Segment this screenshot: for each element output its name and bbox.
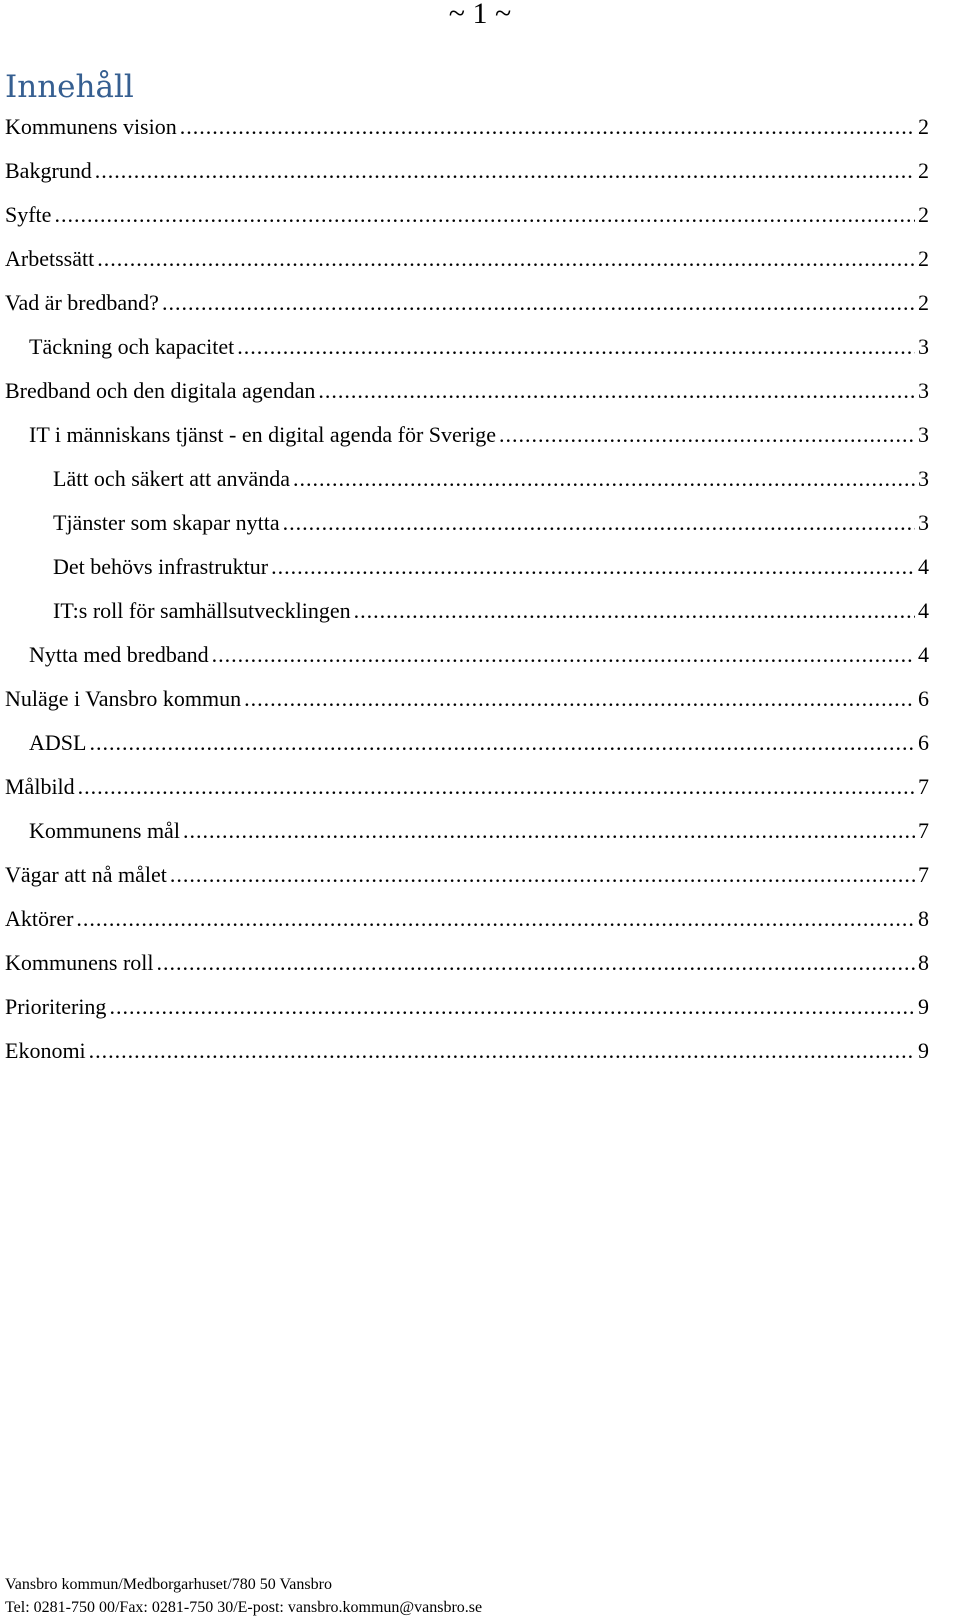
toc-entry-page-number: 4 (918, 554, 929, 579)
toc-dot-leader (499, 413, 915, 457)
toc-dot-leader (95, 149, 915, 193)
toc-dot-leader (354, 589, 915, 633)
footer-address: Vansbro kommun/Medborgarhuset/780 50 Vansbro (5, 1576, 332, 1593)
toc-entry[interactable] (0, 589, 960, 633)
toc-entry-label: ADSL (29, 730, 87, 755)
toc-entry[interactable] (0, 457, 960, 501)
toc-entry-label: Tjänster som skapar nytta (53, 510, 280, 535)
toc-dot-leader (109, 985, 915, 1029)
toc-entry-page-number: 8 (918, 950, 929, 975)
toc-entry-label: Aktörer (5, 906, 74, 931)
toc-dot-leader (97, 237, 915, 281)
toc-entry[interactable] (0, 897, 960, 941)
toc-entry-page-number: 7 (918, 862, 929, 887)
toc-entry-row[interactable] (5, 765, 929, 809)
toc-entry-page-number: 4 (918, 598, 929, 623)
toc-entry-label: Vägar att nå målet (5, 862, 167, 887)
toc-entry-row[interactable] (53, 501, 929, 545)
toc-entry-row[interactable] (5, 149, 929, 193)
toc-entry-label: Det behövs infrastruktur (53, 554, 269, 579)
toc-entry[interactable] (0, 1029, 960, 1073)
toc-dot-leader (244, 677, 915, 721)
toc-entry[interactable] (0, 193, 960, 237)
toc-entry-row[interactable] (5, 985, 929, 1029)
toc-entry-page-number: 6 (918, 686, 929, 711)
toc-entry[interactable] (0, 501, 960, 545)
toc-entry[interactable] (0, 721, 960, 765)
toc-entry[interactable] (0, 105, 960, 149)
toc-entry-page-number: 3 (918, 466, 929, 491)
toc-entry[interactable] (0, 853, 960, 897)
toc-entry-row[interactable] (29, 721, 929, 765)
toc-entry-page-number: 3 (918, 334, 929, 359)
toc-entry-label: Kommunens vision (5, 114, 177, 139)
toc-entry[interactable] (0, 677, 960, 721)
toc-dot-leader (318, 369, 915, 413)
toc-entry-label: Bredband och den digitala agendan (5, 378, 316, 403)
toc-entry-label: Ekonomi (5, 1038, 86, 1063)
toc-dot-leader (157, 941, 916, 985)
page-number-header: ~ 1 ~ (448, 0, 512, 30)
toc-entry[interactable] (0, 765, 960, 809)
toc-entry[interactable] (0, 325, 960, 369)
toc-entry-row[interactable] (53, 545, 929, 589)
toc-entry[interactable] (0, 809, 960, 853)
toc-entry-label: Kommunens roll (5, 950, 154, 975)
toc-entry-row[interactable] (29, 413, 929, 457)
toc-entry-label: Nuläge i Vansbro kommun (5, 686, 242, 711)
toc-dot-leader (180, 105, 915, 149)
toc-entry-row[interactable] (53, 457, 929, 501)
toc-entry-page-number: 9 (918, 994, 929, 1019)
toc-dot-leader (271, 545, 915, 589)
toc-entry-row[interactable] (5, 105, 929, 149)
toc-entry-label: Vad är bredband? (5, 290, 159, 315)
footer-contact: Tel: 0281-750 00/Fax: 0281-750 30/E-post: vansbro.kommun@vansbro.se (5, 1599, 483, 1616)
toc-dot-leader (183, 809, 915, 853)
toc-entry-row[interactable] (5, 897, 929, 941)
toc-entry-row[interactable] (53, 589, 929, 633)
toc-entry-label: Kommunens mål (29, 818, 180, 843)
table-of-contents (0, 105, 960, 1073)
toc-entry[interactable] (0, 237, 960, 281)
toc-entry-page-number: 8 (918, 906, 929, 931)
toc-entry-row[interactable] (29, 809, 929, 853)
toc-entry-label: Prioritering (5, 994, 107, 1019)
toc-entry-row[interactable] (5, 193, 929, 237)
toc-dot-leader (78, 765, 915, 809)
toc-entry-row[interactable] (5, 281, 929, 325)
toc-entry[interactable] (0, 633, 960, 677)
toc-title: Innehåll (5, 69, 134, 105)
toc-dot-leader (283, 501, 915, 545)
toc-entry-label: Arbetssätt (5, 246, 95, 271)
toc-entry-page-number: 3 (918, 510, 929, 535)
toc-entry[interactable] (0, 281, 960, 325)
page-footer (5, 1573, 482, 1619)
toc-entry[interactable] (0, 545, 960, 589)
toc-dot-leader (89, 1029, 915, 1073)
toc-entry-label: Målbild (5, 774, 75, 799)
toc-dot-leader (237, 325, 915, 369)
toc-entry[interactable] (0, 149, 960, 193)
toc-entry[interactable] (0, 985, 960, 1029)
toc-entry-page-number: 7 (918, 818, 929, 843)
toc-entry[interactable] (0, 369, 960, 413)
toc-entry-row[interactable] (5, 1029, 929, 1073)
toc-entry-page-number: 2 (918, 290, 929, 315)
toc-entry-row[interactable] (5, 369, 929, 413)
toc-entry-label: Lätt och säkert att använda (53, 466, 291, 491)
toc-dot-leader (54, 193, 915, 237)
toc-entry-page-number: 4 (918, 642, 929, 667)
toc-entry-row[interactable] (29, 325, 929, 369)
toc-entry-page-number: 2 (918, 158, 929, 183)
toc-entry-label: IT i människans tjänst - en digital agenda för Sverige (29, 422, 496, 447)
toc-entry-row[interactable] (5, 853, 929, 897)
toc-entry-label: Täckning och kapacitet (29, 334, 235, 359)
toc-entry[interactable] (0, 413, 960, 457)
toc-entry-label: Syfte (5, 202, 52, 227)
toc-entry-page-number: 2 (918, 114, 929, 139)
toc-entry-label: Bakgrund (5, 158, 92, 183)
toc-entry-row[interactable] (5, 237, 929, 281)
toc-dot-leader (212, 633, 915, 677)
toc-entry-page-number: 6 (918, 730, 929, 755)
toc-dot-leader (162, 281, 915, 325)
toc-entry-page-number: 2 (918, 202, 929, 227)
toc-dot-leader (170, 853, 915, 897)
toc-entry-label: Nytta med bredband (29, 642, 209, 667)
toc-dot-leader (293, 457, 915, 501)
toc-dot-leader (89, 721, 915, 765)
toc-entry-page-number: 9 (918, 1038, 929, 1063)
toc-dot-leader (76, 897, 915, 941)
toc-entry-label: IT:s roll för samhällsutvecklingen (53, 598, 351, 623)
toc-entry[interactable] (0, 941, 960, 985)
toc-entry-row[interactable] (29, 633, 929, 677)
toc-entry-page-number: 7 (918, 774, 929, 799)
toc-entry-page-number: 3 (918, 378, 929, 403)
toc-entry-page-number: 3 (918, 422, 929, 447)
toc-entry-row[interactable] (5, 677, 929, 721)
toc-entry-page-number: 2 (918, 246, 929, 271)
toc-entry-row[interactable] (5, 941, 929, 985)
